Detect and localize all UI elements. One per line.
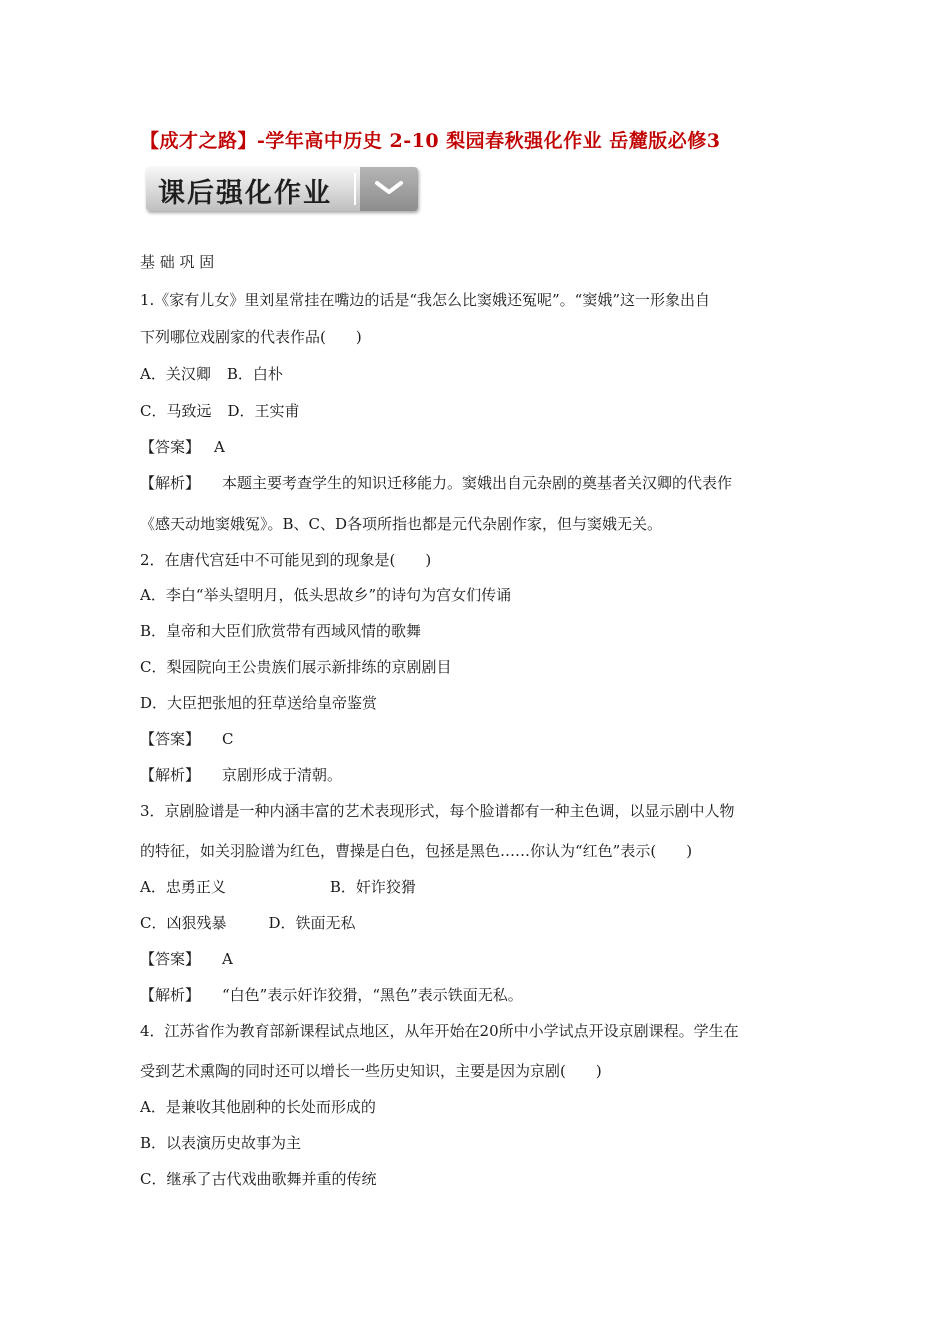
question-3-option-c: C．凶狠残暴 <box>140 914 227 932</box>
question-3-option-a: A．忠勇正义 <box>140 878 226 896</box>
question-2-option-d: D．大臣把张旭的狂草送给皇帝鉴赏 <box>140 694 378 712</box>
answer-label: 【答案】 <box>140 730 201 748</box>
answer-value: C <box>222 730 234 748</box>
document-title: 【成才之路】-学年高中历史 2-10 梨园春秋强化作业 岳麓版必修3 <box>140 130 721 152</box>
question-2-text: 2．在唐代宫廷中不可能见到的现象是( ) <box>140 551 432 569</box>
question-4-option-c: C．继承了古代戏曲歌舞并重的传统 <box>140 1170 377 1188</box>
question-2-option-a: A．李白“举头望明月，低头思故乡”的诗句为宫女们传诵 <box>140 586 512 604</box>
question-1-options-cd <box>140 401 300 421</box>
question-3-options-cd <box>140 913 356 933</box>
question-4-option-a: A．是兼收其他剧种的长处而形成的 <box>140 1098 376 1116</box>
question-1-answer <box>140 437 225 457</box>
analysis-label: 【解析】 <box>140 766 201 784</box>
banner-chevron <box>360 167 418 211</box>
question-1-option-d: D．王实甫 <box>227 402 300 420</box>
answer-label: 【答案】 <box>140 438 201 456</box>
question-3-text: 3．京剧脸谱是一种内涵丰富的艺术表现形式，每个脸谱都有一种主色调，以显示剧中人物 <box>140 802 735 820</box>
question-4-text-cont: 受到艺术熏陶的同时还可以增长一些历史知识，主要是因为京剧( ) <box>140 1062 602 1080</box>
question-1-analysis <box>140 473 732 493</box>
chevron-down-icon <box>374 179 404 199</box>
question-3-options-ab <box>140 877 416 897</box>
question-1-option-b: B．白朴 <box>226 365 283 383</box>
question-1-option-a: A．关汉卿 <box>140 365 211 383</box>
question-3-option-b: B．奸诈狡猾 <box>329 878 416 896</box>
question-1-text: 1.《家有儿女》里刘星常挂在嘴边的话是“我怎么比窦娥还冤呢”。“窦娥”这一形象出自 <box>140 291 710 309</box>
question-4-text: 4．江苏省作为教育部新课程试点地区，从年开始在20所中小学试点开设京剧课程。学生在 <box>140 1022 739 1040</box>
answer-label: 【答案】 <box>140 950 201 968</box>
question-3-analysis <box>140 985 523 1005</box>
question-2-option-b: B．皇帝和大臣们欣赏带有西域风情的歌舞 <box>140 622 422 640</box>
question-1-text-cont: 下列哪位戏剧家的代表作品( ) <box>140 328 362 346</box>
answer-value: A <box>214 438 225 456</box>
section-heading: 基 础 巩 固 <box>140 253 215 271</box>
question-1-analysis-cont: 《感天动地窦娥冤》。B、C、D各项所指也都是元代杂剧作家，但与窦娥无关。 <box>140 515 663 533</box>
question-4-option-b: B．以表演历史故事为主 <box>140 1134 302 1152</box>
question-2-option-c: C．梨园院向王公贵族们展示新排练的京剧剧目 <box>140 658 452 676</box>
question-2-analysis <box>140 765 342 785</box>
analysis-label: 【解析】 <box>140 474 201 492</box>
homework-banner <box>146 167 418 211</box>
analysis-text: “白色”表示奸诈狡猾，“黑色”表示铁面无私。 <box>222 986 523 1004</box>
answer-value: A <box>222 950 233 968</box>
analysis-text: 本题主要考查学生的知识迁移能力。窦娥出自元杂剧的奠基者关汉卿的代表作 <box>222 474 733 492</box>
question-1-options-ab <box>140 364 283 384</box>
banner-label: 课后强化作业 <box>158 178 332 209</box>
question-3-option-d: D．铁面无私 <box>268 914 356 932</box>
question-2-answer <box>140 729 234 749</box>
banner-divider <box>354 173 356 205</box>
question-3-answer <box>140 949 233 969</box>
analysis-text: 京剧形成于清朝。 <box>222 766 343 784</box>
question-3-text-cont: 的特征，如关羽脸谱为红色，曹操是白色，包拯是黑色……你认为“红色”表示( ) <box>140 842 693 860</box>
analysis-label: 【解析】 <box>140 986 201 1004</box>
question-1-option-c: C．马致远 <box>140 402 212 420</box>
